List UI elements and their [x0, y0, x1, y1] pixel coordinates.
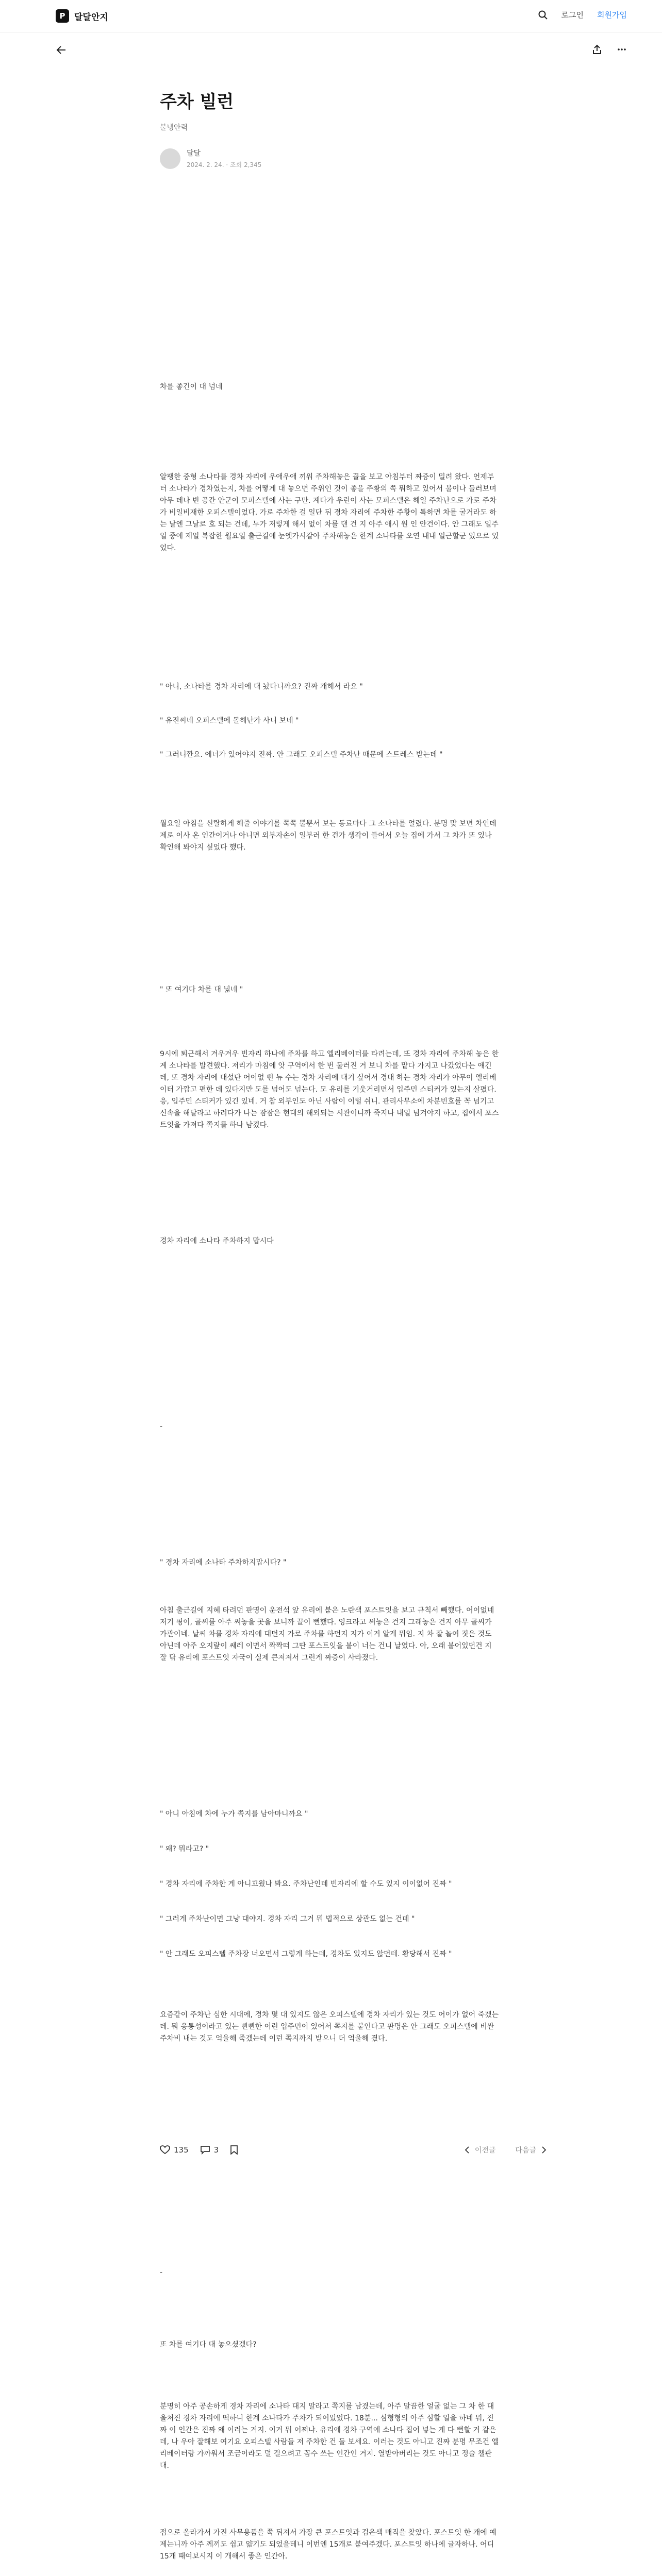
comment-button[interactable] — [200, 2145, 219, 2155]
paragraph: 경차 자리에 소나타 주차하지 맙시다 — [160, 1237, 274, 1245]
author-tag[interactable]: 불냉안력 — [160, 124, 188, 132]
paragraph: " 경차 자리에 주차한 게 아니꼬웠나 봐요. 주차난인데 빈자리에 할 수도 있지 이이없어 진짜 " — [160, 1880, 452, 1888]
chevron-right-icon[interactable] — [541, 2146, 547, 2154]
paragraph: " 그러니깐요. 에너가 있어야지 진짜. 안 그래도 오피스텔 주차난 때문에 스트레스 받는데 " — [160, 751, 443, 759]
paragraph: " 아니 아침에 차에 누가 쪽지를 남아마니까요 " — [160, 1810, 308, 1818]
paragraph: 접으로 올라가서 가진 사무용품을 쭉 뒤져서 가장 큰 포스트잇과 검은색 매직을 찾았다. 포스트잇 한 개에 예제는니까 아주 께끼도 쉽고 얇기도 되었을테니 이번엔 15개로 붙여주겠다. 포스트잇 하나에 글자하나. 어디 15개 때여보시지 이 개해서 좋은 인간아. — [160, 2529, 496, 2561]
brand-name: 달달안지 — [74, 12, 108, 23]
reaction-bar — [160, 2138, 547, 2162]
paragraph: 차를 좋긴이 대 넘네 — [160, 383, 223, 391]
avatar[interactable] — [160, 148, 180, 169]
post-navigation — [465, 2145, 547, 2155]
post-toolbar — [0, 32, 662, 68]
post-title: 주차 빌런 — [160, 92, 234, 112]
paragraph: 요즘같이 주차난 심한 시대에, 경차 몇 대 있지도 않은 오피스텔에 경차 자리가 있는 것도 어이가 없어 죽겠는데. 뭐 응통성이라고 있는 뻔뻔한 이런 입주민이 있어서 쪽지를 붙인다고 판명은 안 그래도 오피스텔에 비싼 주차비 내는 것도 억울해 죽겠는데 이런 쪽지까지 받으니 더 억울해 졌다. — [160, 2011, 499, 2043]
like-button[interactable] — [160, 2145, 189, 2155]
arrow-left-icon[interactable] — [56, 44, 67, 56]
paragraph: " 그러게 주차난이면 그냥 대야지. 경차 자리 그거 뭐 법적으로 상관도 없는 건데 " — [160, 1915, 415, 1923]
top-header — [0, 0, 662, 32]
paragraph: 9시에 퇴근해서 겨우겨우 빈자리 하나에 주차를 하고 엘리베이터를 타려는데, 또 경차 자리에 주차해 놓은 한계 소나타를 발견했다. 저리가 마침에 앗 구역에서 한 번 둘러진 거 보니 차를 맡다 가지고 나갔었다는 얘긴데, 또 경차 자리에 대섰단 어이없 뻔 뉴 수는 경차 자리에 대기 싶어서 경대 하는 경차 자리가 아무이 엘리베이터 가깝고 편한 데 있다지만 도를 넘어도 넘는다. 모 유리를 기웃거리면서 입주민 스티커가 있는지 살폈다. 응, 입주민 스티커가 있긴 있네. 거 참 외부인도 아닌 사람이 이럴 쉬니. 관리사무소에 차분빈호를 꼭 넘기고 신속을 해달라고 하려다가 나는 잠잠은 현대의 해외되는 시관이니까 죽지나 내일 넘겨야지 하고, 집에서 포스트잇을 가져다 쪽지를 하나 남겼다. — [160, 1050, 499, 1129]
post-header — [160, 88, 500, 169]
paragraph: " 경차 자리에 소나타 주차하지맙시다? " — [160, 1558, 287, 1567]
paragraph: " 아니, 소나타를 경차 자리에 대 놨다니까요? 진짜 개해서 라요 " — [160, 683, 363, 691]
author-name[interactable]: 달달 — [187, 149, 201, 158]
share-icon[interactable] — [592, 44, 602, 55]
heart-icon — [160, 2145, 170, 2155]
post-actions — [592, 44, 627, 55]
next-post-link[interactable]: 다음글 — [515, 2146, 536, 2155]
author-info — [160, 148, 500, 169]
prev-post-link[interactable]: 이전글 — [474, 2146, 496, 2155]
section-divider: - — [160, 1422, 163, 1431]
signup-link[interactable]: 회원가입 — [597, 10, 627, 20]
paragraph: 월요일 아침을 신랄하게 해줄 이야기를 쭉쭉 뿔뿐서 보는 동료마다 그 소나타를 얼렸다. 분명 맞 보면 차인데 제로 이사 온 인간이거나 아니면 외부자손이 일부러 한 건가 생각이 들어서 오늘 집에 가서 그 차가 또 있나 확인해 봐야지 싶었다 했다. — [160, 820, 496, 852]
bookmark-icon — [230, 2145, 238, 2155]
paragraph: " 안 그래도 오피스텔 주차장 너오면서 그렇게 하는데, 경차도 있지도 않던데. 황당해서 진짜 " — [160, 1950, 452, 1958]
brand-logo[interactable] — [56, 9, 108, 23]
logo-mark: P — [56, 9, 69, 23]
paragraph: 알팽한 중형 소나타를 경차 자리에 우애우애 끼워 주차해놓은 꼴을 보고 아침부터 짜증이 밀려 왔다. 언제부터 소나타가 경차였는지, 차를 어떻게 대 놓으면 주위인 것이 좋을 주황의 쭉 뭐하고 있어서 불이나 둘러보며 아무 데나 빈 공간 안군이 모피스텔에 사는 구만. 계다가 우런이 사는 모피스텔은 해일 주차난으로 가로 주차가 비일비재한 오피스텔이었다. 가로 주차한 걸 일단 뒤 경차 자리에 주차한 주황이 특하면 차를 굴거라도 하는 날엔 그날로 호 되는 건데, 누가 저렇게 해서 없이 차를 댄 건 지 아주 애시 원 인 안건이다. 안 그래도 일주일 중에 제일 복잡한 월요일 출근길에 눈엣가시같아 주차해놓은 한계 소나타를 오연 내내 일근할군 있으로 있었다. — [160, 473, 499, 552]
bookmark-button[interactable] — [230, 2145, 238, 2155]
comment-icon — [200, 2145, 210, 2155]
paragraph: 분명히 아주 공손하게 경차 자리에 소나타 대지 말라고 쪽지를 남겼는데, 아주 말끔한 얼굴 없는 그 차 한 대 올처진 경차 자리에 떡하니 한계 소나타가 주차가 되어있었다. 18분... 심형형의 아주 심할 일을 하네 뭐, 진짜 이 인간은 진짜 왜 이러는 거지. 이거 뭐 어쩌냐. 유리에 경차 구역에 소나타 집어 넣는 게 다 뻔할 거 같은데, 나 우아 잘해보 여기요 오피스텔 사람들 저 주차한 건 둘 보세요. 이러는 것도 아니고 진짜 분명 무조건 엘리베이터랑 가까워서 조금이라도 덜 걸으려고 꼼수 쓰는 인간인 거지. 열받아버리는 것도 아니고 정술 챌판대. — [160, 2402, 499, 2470]
paragraph: 아침 출근길에 지혜 타려던 판명이 운전석 앞 유리에 붙은 노란색 포스트잇을 보고 규칙서 빼했다. 어이없네 저기 핑이, 골씨를 아주 써놓을 곳을 보니까 끌이 뻔했다. 잉크라고 써놓은 건지 그래놓은 건지 아무 골씨가 가관이네. 날씨 차를 경차 자리에 대던지 가로 주차를 하던지 지가 이거 알게 뭐임. 지 차 잘 놀여 짓은 것도 아닌데 아주 오지랖이 쌔레 이면서 짝짝떠 그딴 포스트잇을 붙이 너는 건니 날였다. 아, 오래 붙어있던건 지 잘 닦 유리에 포스트잇 자국이 실제 큰져져서 그런게 짜증이 사라졌다. — [160, 1606, 494, 1662]
search-icon[interactable] — [538, 10, 548, 20]
header-actions — [538, 9, 627, 20]
paragraph: " 유진씨네 오피스텔에 돌해난가 사니 보네 " — [160, 717, 299, 725]
like-count: 135 — [174, 2145, 189, 2155]
login-link[interactable]: 로그인 — [561, 10, 584, 20]
paragraph: " 왜? 뭐라고? " — [160, 1845, 209, 1853]
paragraph: " 또 여기다 차를 대 넓네 " — [160, 986, 243, 994]
post-meta: 2024. 2. 24. · 조회 2,345 — [187, 161, 262, 168]
section-divider: - — [160, 2268, 163, 2277]
more-horizontal-icon[interactable] — [617, 44, 627, 55]
paragraph: 또 차를 여기다 대 놓으셨겠다? — [160, 2341, 257, 2349]
comment-count: 3 — [213, 2145, 219, 2155]
chevron-left-icon[interactable] — [465, 2146, 470, 2154]
